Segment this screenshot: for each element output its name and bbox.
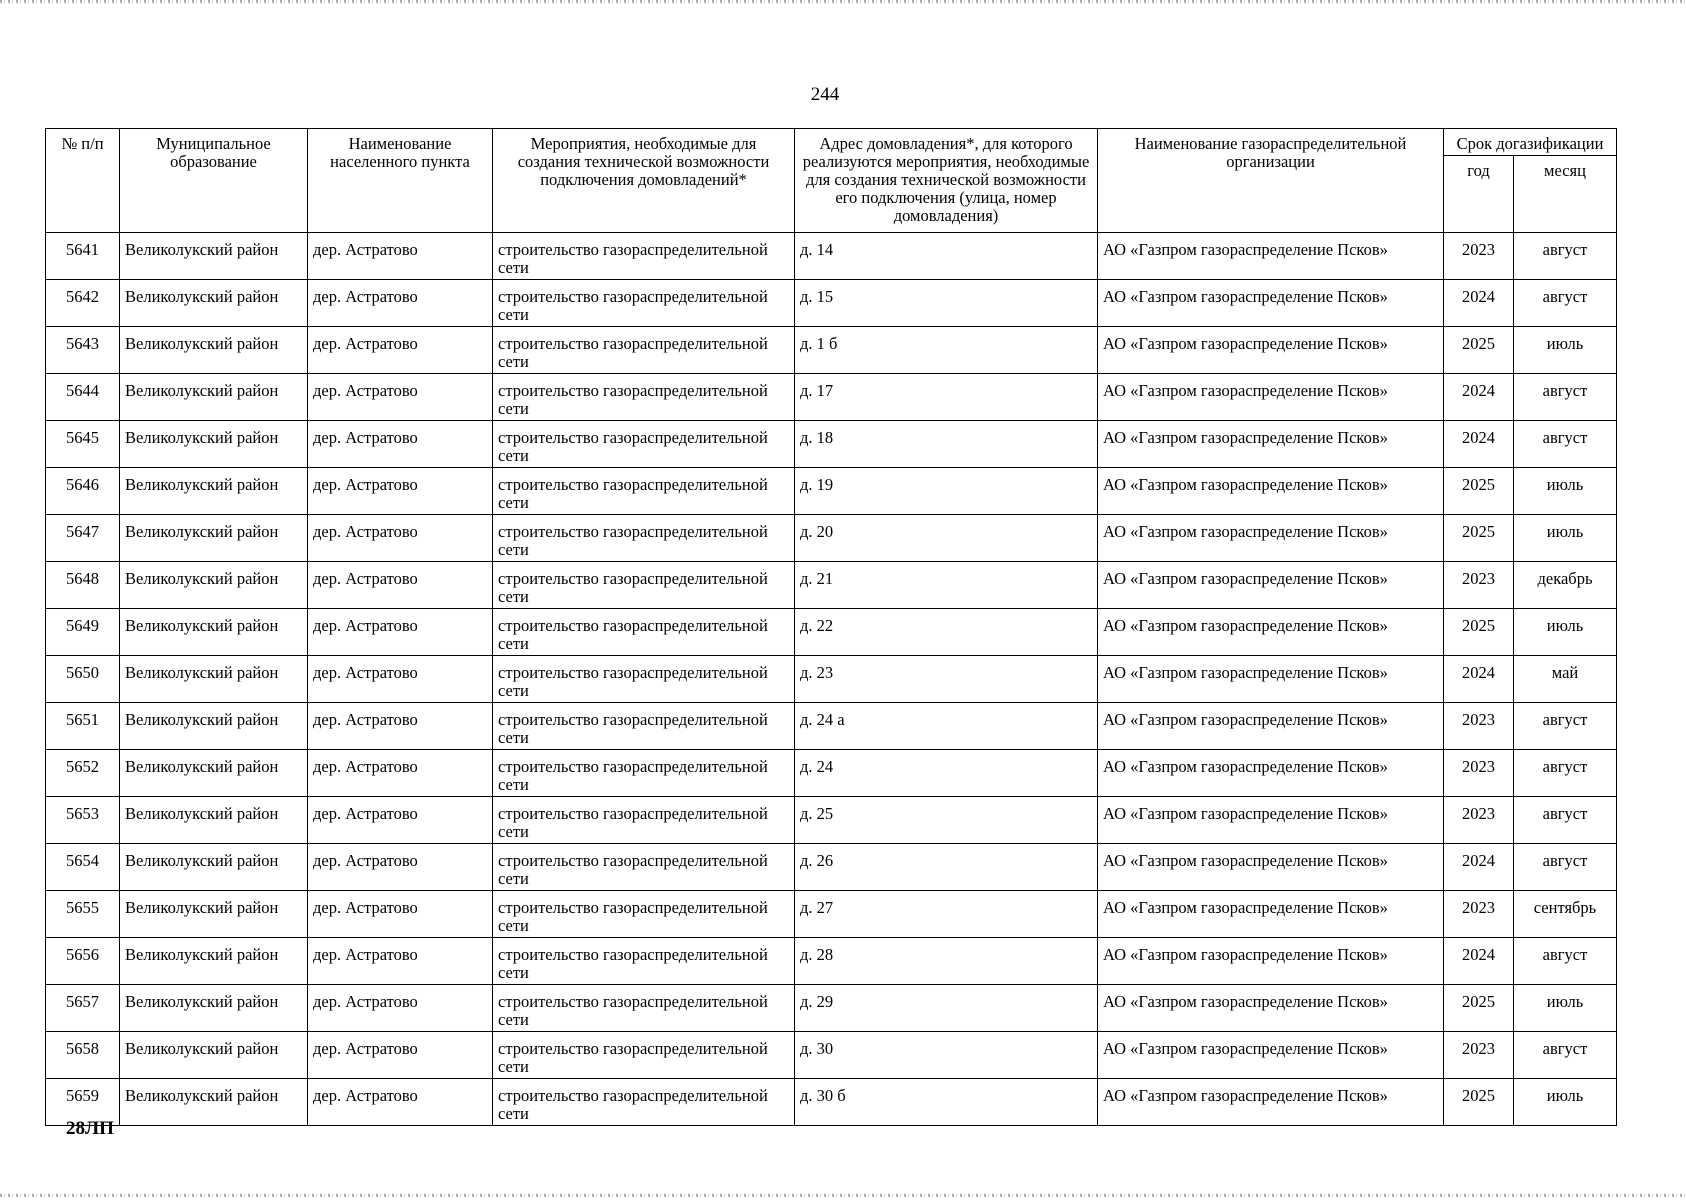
cell-organization: АО «Газпром газораспределение Псков» <box>1098 233 1444 280</box>
cell-settlement: дер. Астратово <box>308 985 493 1032</box>
cell-municipality: Великолукский район <box>120 656 308 703</box>
cell-settlement: дер. Астратово <box>308 938 493 985</box>
table-row <box>46 421 1617 468</box>
cell-organization: АО «Газпром газораспределение Псков» <box>1098 985 1444 1032</box>
cell-measure: строительство газораспределительной сети <box>493 750 795 797</box>
header-municipality: Муниципальное образование <box>120 129 308 233</box>
cell-num: 5651 <box>46 703 120 750</box>
cell-month: декабрь <box>1514 562 1617 609</box>
cell-address: д. 30 <box>795 1032 1098 1079</box>
cell-month: август <box>1514 233 1617 280</box>
cell-municipality: Великолукский район <box>120 327 308 374</box>
cell-month: июль <box>1514 609 1617 656</box>
cell-organization: АО «Газпром газораспределение Псков» <box>1098 468 1444 515</box>
cell-address: д. 15 <box>795 280 1098 327</box>
header-num: № п/п <box>46 129 120 233</box>
cell-month: июль <box>1514 515 1617 562</box>
cell-num: 5658 <box>46 1032 120 1079</box>
cell-measure: строительство газораспределительной сети <box>493 844 795 891</box>
table-row <box>46 327 1617 374</box>
cell-settlement: дер. Астратово <box>308 844 493 891</box>
cell-num: 5654 <box>46 844 120 891</box>
table-row <box>46 280 1617 327</box>
cell-municipality: Великолукский район <box>120 374 308 421</box>
cell-organization: АО «Газпром газораспределение Псков» <box>1098 891 1444 938</box>
header-measures: Мероприятия, необходимые для создания технической возможности подключения домовладений* <box>493 129 795 233</box>
table-row <box>46 985 1617 1032</box>
cell-month: июль <box>1514 468 1617 515</box>
cell-municipality: Великолукский район <box>120 1032 308 1079</box>
cell-num: 5645 <box>46 421 120 468</box>
cell-settlement: дер. Астратово <box>308 280 493 327</box>
table-row <box>46 844 1617 891</box>
cell-measure: строительство газораспределительной сети <box>493 233 795 280</box>
cell-year: 2024 <box>1444 938 1514 985</box>
cell-address: д. 28 <box>795 938 1098 985</box>
cell-year: 2025 <box>1444 468 1514 515</box>
cell-month: сентябрь <box>1514 891 1617 938</box>
cell-year: 2025 <box>1444 1079 1514 1126</box>
cell-settlement: дер. Астратово <box>308 1079 493 1126</box>
cell-municipality: Великолукский район <box>120 562 308 609</box>
cell-organization: АО «Газпром газораспределение Псков» <box>1098 703 1444 750</box>
cell-address: д. 14 <box>795 233 1098 280</box>
cell-organization: АО «Газпром газораспределение Псков» <box>1098 844 1444 891</box>
cell-year: 2023 <box>1444 1032 1514 1079</box>
cell-settlement: дер. Астратово <box>308 515 493 562</box>
cell-municipality: Великолукский район <box>120 1079 308 1126</box>
cell-measure: строительство газораспределительной сети <box>493 891 795 938</box>
gasification-table <box>45 128 1617 1126</box>
table-row <box>46 468 1617 515</box>
cell-measure: строительство газораспределительной сети <box>493 562 795 609</box>
cell-month: август <box>1514 1032 1617 1079</box>
cell-address: д. 23 <box>795 656 1098 703</box>
cell-year: 2024 <box>1444 421 1514 468</box>
cell-measure: строительство газораспределительной сети <box>493 797 795 844</box>
cell-address: д. 22 <box>795 609 1098 656</box>
cell-settlement: дер. Астратово <box>308 1032 493 1079</box>
table-body <box>46 233 1617 1126</box>
cell-num: 5652 <box>46 750 120 797</box>
cell-municipality: Великолукский район <box>120 280 308 327</box>
cell-month: август <box>1514 750 1617 797</box>
cell-municipality: Великолукский район <box>120 938 308 985</box>
table-row <box>46 656 1617 703</box>
cell-month: август <box>1514 938 1617 985</box>
cell-settlement: дер. Астратово <box>308 750 493 797</box>
cell-num: 5653 <box>46 797 120 844</box>
scan-edge-bottom <box>0 1194 1686 1197</box>
cell-year: 2023 <box>1444 750 1514 797</box>
cell-num: 5643 <box>46 327 120 374</box>
scan-edge-top <box>0 0 1686 3</box>
cell-municipality: Великолукский район <box>120 515 308 562</box>
cell-municipality: Великолукский район <box>120 609 308 656</box>
table-row <box>46 374 1617 421</box>
cell-address: д. 26 <box>795 844 1098 891</box>
cell-month: август <box>1514 844 1617 891</box>
page-number: 244 <box>810 84 840 105</box>
cell-municipality: Великолукский район <box>120 421 308 468</box>
cell-measure: строительство газораспределительной сети <box>493 327 795 374</box>
cell-settlement: дер. Астратово <box>308 609 493 656</box>
cell-measure: строительство газораспределительной сети <box>493 421 795 468</box>
cell-month: август <box>1514 703 1617 750</box>
cell-address: д. 27 <box>795 891 1098 938</box>
cell-organization: АО «Газпром газораспределение Псков» <box>1098 1032 1444 1079</box>
cell-address: д. 20 <box>795 515 1098 562</box>
cell-num: 5641 <box>46 233 120 280</box>
header-month: месяц <box>1514 156 1617 233</box>
cell-organization: АО «Газпром газораспределение Псков» <box>1098 280 1444 327</box>
cell-measure: строительство газораспределительной сети <box>493 515 795 562</box>
table-row <box>46 1032 1617 1079</box>
table-row <box>46 797 1617 844</box>
cell-address: д. 21 <box>795 562 1098 609</box>
cell-settlement: дер. Астратово <box>308 562 493 609</box>
cell-organization: АО «Газпром газораспределение Псков» <box>1098 515 1444 562</box>
table-row <box>46 750 1617 797</box>
cell-month: август <box>1514 421 1617 468</box>
header-organization: Наименование газораспределительной организации <box>1098 129 1444 233</box>
cell-settlement: дер. Астратово <box>308 468 493 515</box>
cell-measure: строительство газораспределительной сети <box>493 1079 795 1126</box>
table-row <box>46 562 1617 609</box>
cell-settlement: дер. Астратово <box>308 891 493 938</box>
document-code: 28ЛП <box>66 1118 114 1139</box>
table-row <box>46 609 1617 656</box>
cell-num: 5655 <box>46 891 120 938</box>
table-row <box>46 233 1617 280</box>
cell-address: д. 24 а <box>795 703 1098 750</box>
cell-year: 2023 <box>1444 891 1514 938</box>
cell-year: 2023 <box>1444 797 1514 844</box>
cell-municipality: Великолукский район <box>120 233 308 280</box>
cell-settlement: дер. Астратово <box>308 327 493 374</box>
header-year: год <box>1444 156 1514 233</box>
cell-organization: АО «Газпром газораспределение Псков» <box>1098 609 1444 656</box>
table-header-row <box>46 129 1617 156</box>
cell-municipality: Великолукский район <box>120 891 308 938</box>
cell-num: 5656 <box>46 938 120 985</box>
cell-num: 5646 <box>46 468 120 515</box>
table-row <box>46 703 1617 750</box>
cell-num: 5644 <box>46 374 120 421</box>
cell-address: д. 1 б <box>795 327 1098 374</box>
cell-year: 2025 <box>1444 985 1514 1032</box>
cell-num: 5650 <box>46 656 120 703</box>
cell-municipality: Великолукский район <box>120 844 308 891</box>
cell-measure: строительство газораспределительной сети <box>493 468 795 515</box>
cell-year: 2023 <box>1444 562 1514 609</box>
cell-measure: строительство газораспределительной сети <box>493 374 795 421</box>
cell-year: 2025 <box>1444 327 1514 374</box>
cell-settlement: дер. Астратово <box>308 421 493 468</box>
cell-address: д. 17 <box>795 374 1098 421</box>
cell-year: 2023 <box>1444 233 1514 280</box>
cell-address: д. 30 б <box>795 1079 1098 1126</box>
cell-settlement: дер. Астратово <box>308 374 493 421</box>
cell-municipality: Великолукский район <box>120 797 308 844</box>
cell-organization: АО «Газпром газораспределение Псков» <box>1098 374 1444 421</box>
cell-municipality: Великолукский район <box>120 468 308 515</box>
table-row <box>46 1079 1617 1126</box>
cell-address: д. 24 <box>795 750 1098 797</box>
cell-measure: строительство газораспределительной сети <box>493 1032 795 1079</box>
cell-month: май <box>1514 656 1617 703</box>
cell-measure: строительство газораспределительной сети <box>493 938 795 985</box>
cell-month: август <box>1514 280 1617 327</box>
header-settlement: Наименование населенного пункта <box>308 129 493 233</box>
cell-municipality: Великолукский район <box>120 985 308 1032</box>
cell-organization: АО «Газпром газораспределение Псков» <box>1098 1079 1444 1126</box>
cell-month: июль <box>1514 985 1617 1032</box>
cell-organization: АО «Газпром газораспределение Псков» <box>1098 938 1444 985</box>
cell-year: 2024 <box>1444 374 1514 421</box>
cell-year: 2025 <box>1444 609 1514 656</box>
cell-settlement: дер. Астратово <box>308 703 493 750</box>
table-row <box>46 515 1617 562</box>
cell-address: д. 29 <box>795 985 1098 1032</box>
cell-address: д. 25 <box>795 797 1098 844</box>
cell-address: д. 18 <box>795 421 1098 468</box>
cell-num: 5649 <box>46 609 120 656</box>
cell-measure: строительство газораспределительной сети <box>493 280 795 327</box>
cell-organization: АО «Газпром газораспределение Псков» <box>1098 562 1444 609</box>
cell-month: июль <box>1514 327 1617 374</box>
table-row <box>46 938 1617 985</box>
cell-settlement: дер. Астратово <box>308 797 493 844</box>
table-row <box>46 891 1617 938</box>
cell-organization: АО «Газпром газораспределение Псков» <box>1098 421 1444 468</box>
header-deadline: Срок догазификации <box>1444 129 1617 156</box>
header-address: Адрес домовладения*, для которого реализуются мероприятия, необходимые для создания технической возможности его подключения (улица, номер домовладения) <box>795 129 1098 233</box>
cell-year: 2024 <box>1444 280 1514 327</box>
cell-month: август <box>1514 374 1617 421</box>
cell-num: 5659 <box>46 1079 120 1126</box>
cell-num: 5648 <box>46 562 120 609</box>
cell-year: 2023 <box>1444 703 1514 750</box>
cell-address: д. 19 <box>795 468 1098 515</box>
cell-measure: строительство газораспределительной сети <box>493 656 795 703</box>
cell-measure: строительство газораспределительной сети <box>493 985 795 1032</box>
cell-organization: АО «Газпром газораспределение Псков» <box>1098 797 1444 844</box>
cell-settlement: дер. Астратово <box>308 233 493 280</box>
cell-month: август <box>1514 797 1617 844</box>
cell-settlement: дер. Астратово <box>308 656 493 703</box>
cell-year: 2024 <box>1444 844 1514 891</box>
cell-measure: строительство газораспределительной сети <box>493 703 795 750</box>
cell-municipality: Великолукский район <box>120 703 308 750</box>
cell-measure: строительство газораспределительной сети <box>493 609 795 656</box>
cell-organization: АО «Газпром газораспределение Псков» <box>1098 327 1444 374</box>
cell-year: 2025 <box>1444 515 1514 562</box>
cell-num: 5647 <box>46 515 120 562</box>
cell-year: 2024 <box>1444 656 1514 703</box>
cell-organization: АО «Газпром газораспределение Псков» <box>1098 750 1444 797</box>
cell-municipality: Великолукский район <box>120 750 308 797</box>
cell-month: июль <box>1514 1079 1617 1126</box>
cell-num: 5657 <box>46 985 120 1032</box>
cell-num: 5642 <box>46 280 120 327</box>
cell-organization: АО «Газпром газораспределение Псков» <box>1098 656 1444 703</box>
